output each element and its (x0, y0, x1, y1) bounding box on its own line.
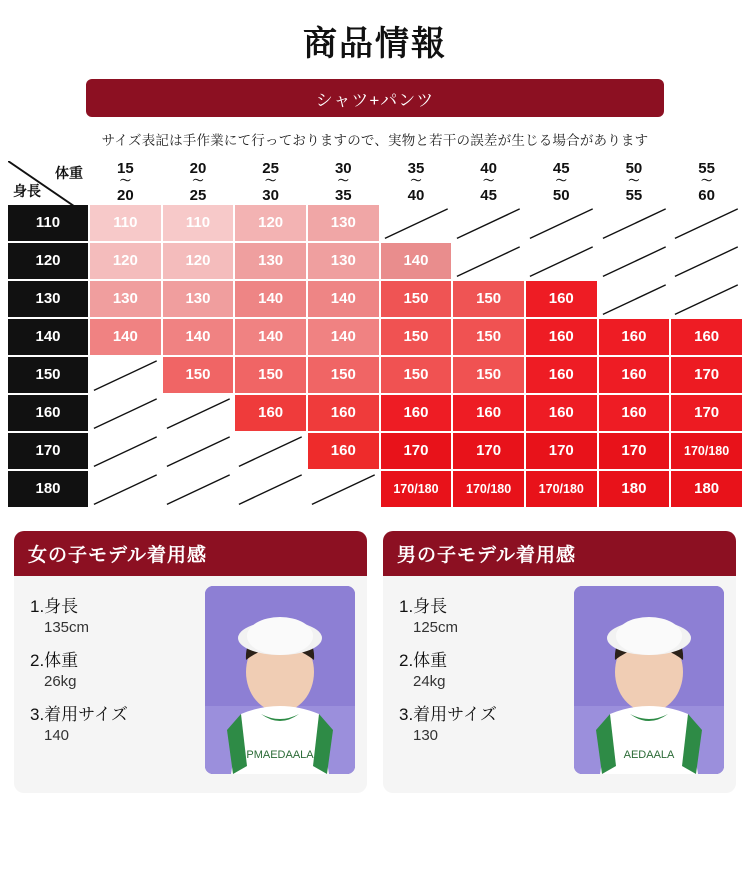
weight-from: 30 (334, 160, 352, 177)
model-spec-label: 1.身長 (30, 596, 79, 616)
size-cell (452, 204, 525, 242)
size-cell (162, 470, 235, 508)
empty-slash-icon (671, 281, 742, 318)
model-spec-item (30, 646, 197, 690)
weight-col-0 (89, 160, 162, 204)
size-cell: 120 (89, 242, 162, 280)
size-cell (234, 470, 307, 508)
size-cell: 150 (452, 280, 525, 318)
height-row-label: 110 (7, 204, 89, 242)
model-spec-value: 26kg (44, 672, 77, 690)
size-cell (162, 394, 235, 432)
size-cell: 160 (380, 394, 453, 432)
table-row (7, 242, 743, 280)
tilde: ～ (337, 175, 349, 188)
size-cell: 170 (452, 432, 525, 470)
size-cell: 140 (307, 318, 380, 356)
size-cell: 170 (670, 356, 743, 394)
model-card (383, 531, 736, 793)
svg-text:AEDAALA: AEDAALA (623, 748, 675, 761)
weight-from: 50 (625, 160, 643, 177)
height-row-label: 130 (7, 280, 89, 318)
size-table-wrap (6, 159, 744, 509)
model-spec-item (30, 592, 197, 636)
size-cell: 180 (670, 470, 743, 508)
empty-slash-icon (381, 205, 452, 242)
empty-slash-icon (671, 243, 742, 280)
size-cell: 160 (598, 318, 671, 356)
empty-slash-icon (453, 243, 524, 280)
size-cell: 160 (525, 318, 598, 356)
table-row (7, 280, 743, 318)
model-card-header: 男の子モデル着用感 (383, 531, 736, 576)
weight-to: 60 (698, 186, 715, 204)
size-cell: 140 (162, 318, 235, 356)
page-title: 商品情報 (303, 24, 447, 64)
model-spec-value: 125cm (413, 618, 459, 636)
size-cell (234, 432, 307, 470)
size-cell (598, 280, 671, 318)
weight-from: 35 (407, 160, 425, 177)
table-row (7, 318, 743, 356)
empty-slash-icon (671, 205, 742, 242)
model-spec-item (399, 700, 566, 744)
weight-col-8 (670, 160, 743, 204)
size-cell (598, 204, 671, 242)
empty-slash-icon (163, 471, 234, 508)
banner-row (0, 79, 750, 117)
size-cell: 160 (525, 356, 598, 394)
size-cell (670, 280, 743, 318)
size-cell: 140 (234, 280, 307, 318)
table-header-row (7, 160, 743, 204)
size-cell (89, 470, 162, 508)
size-cell: 170 (380, 432, 453, 470)
size-cell: 160 (598, 394, 671, 432)
weight-to: 50 (552, 186, 570, 204)
size-cell: 170 (598, 432, 671, 470)
empty-slash-icon (163, 433, 234, 470)
size-cell: 150 (307, 356, 380, 394)
size-cell: 130 (234, 242, 307, 280)
size-cell: 110 (89, 204, 162, 242)
size-disclaimer-note: サイズ表記は手作業にて行っておりますので、実物と若干の誤差が生じる場合があります (101, 133, 649, 148)
tilde: ～ (192, 175, 204, 188)
model-card (14, 531, 367, 793)
svg-text:PMAEDAALA: PMAEDAALA (246, 748, 314, 761)
weight-to: 20 (116, 186, 134, 204)
model-spec-item (399, 646, 566, 690)
size-chart-table (6, 159, 744, 509)
size-cell: 150 (162, 356, 235, 394)
weight-from: 20 (189, 160, 207, 177)
weight-to: 45 (480, 186, 497, 204)
model-spec-label: 1.身長 (399, 596, 448, 616)
weight-to: 25 (189, 186, 207, 204)
model-cards-row (0, 531, 750, 793)
weight-to: 55 (625, 186, 643, 204)
empty-slash-icon (235, 433, 306, 470)
tilde: ～ (555, 175, 567, 188)
model-photo (574, 586, 724, 774)
size-cell (452, 242, 525, 280)
weight-from: 55 (698, 160, 715, 177)
size-cell: 140 (307, 280, 380, 318)
weight-col-7 (598, 160, 671, 204)
corner-weight-label: 体重 (55, 165, 83, 181)
height-row-label: 180 (7, 470, 89, 508)
size-cell: 170/180 (525, 470, 598, 508)
weight-col-3 (307, 160, 380, 204)
weight-to: 30 (262, 186, 279, 204)
empty-slash-icon (235, 471, 306, 508)
empty-slash-icon (599, 281, 670, 318)
weight-from: 25 (262, 160, 279, 177)
empty-slash-icon (453, 205, 524, 242)
size-cell: 120 (162, 242, 235, 280)
size-cell: 180 (598, 470, 671, 508)
weight-from: 45 (552, 160, 570, 177)
size-cell (89, 356, 162, 394)
size-cell: 160 (525, 280, 598, 318)
size-cell: 160 (234, 394, 307, 432)
empty-slash-icon (526, 243, 597, 280)
model-spec-label: 3.着用サイズ (399, 704, 497, 724)
size-cell (380, 204, 453, 242)
size-cell: 150 (380, 356, 453, 394)
corner-height-label: 身長 (13, 182, 41, 199)
model-spec-label: 3.着用サイズ (30, 704, 128, 724)
size-cell: 160 (307, 432, 380, 470)
weight-col-1 (162, 160, 235, 204)
model-card-body (14, 576, 367, 774)
size-cell: 160 (670, 318, 743, 356)
empty-slash-icon (599, 205, 670, 242)
weight-from: 40 (480, 160, 497, 177)
tilde: ～ (701, 175, 713, 188)
size-cell (307, 470, 380, 508)
size-cell (525, 242, 598, 280)
size-cell (670, 242, 743, 280)
empty-slash-icon (163, 395, 234, 432)
empty-slash-icon (90, 395, 161, 432)
height-row-label: 140 (7, 318, 89, 356)
table-row (7, 356, 743, 394)
table-row (7, 204, 743, 242)
empty-slash-icon (90, 433, 161, 470)
empty-slash-icon (308, 471, 379, 508)
size-cell: 150 (380, 318, 453, 356)
size-table-body (7, 204, 743, 508)
empty-slash-icon (526, 205, 597, 242)
size-cell (670, 204, 743, 242)
table-row (7, 470, 743, 508)
size-cell: 170/180 (452, 470, 525, 508)
tilde: ～ (410, 175, 422, 188)
height-row-label: 150 (7, 356, 89, 394)
height-row-label: 160 (7, 394, 89, 432)
model-spec-value: 130 (413, 726, 439, 744)
tilde: ～ (119, 175, 131, 188)
size-cell (598, 242, 671, 280)
weight-col-2 (234, 160, 307, 204)
model-spec-item (30, 700, 197, 744)
tilde: ～ (628, 175, 640, 188)
size-cell: 150 (380, 280, 453, 318)
size-cell: 160 (525, 394, 598, 432)
model-spec-value: 24kg (413, 672, 446, 690)
size-cell: 120 (234, 204, 307, 242)
size-cell: 130 (89, 280, 162, 318)
empty-slash-icon (90, 471, 161, 508)
weight-to: 40 (407, 186, 425, 204)
size-cell (525, 204, 598, 242)
weight-col-5 (452, 160, 525, 204)
product-type-banner: シャツ+パンツ (86, 79, 664, 117)
model-spec-label: 2.体重 (30, 650, 79, 670)
size-cell: 140 (380, 242, 453, 280)
size-cell: 170/180 (380, 470, 453, 508)
size-cell: 130 (307, 242, 380, 280)
size-cell: 160 (307, 394, 380, 432)
size-cell: 150 (452, 356, 525, 394)
model-photo-illustration (574, 586, 724, 774)
size-cell: 170/180 (670, 432, 743, 470)
table-row (7, 432, 743, 470)
size-cell (162, 432, 235, 470)
model-photo (205, 586, 355, 774)
model-spec-item (399, 592, 566, 636)
model-spec-list (30, 586, 197, 774)
empty-slash-icon (90, 357, 161, 394)
size-cell: 150 (234, 356, 307, 394)
size-cell: 130 (162, 280, 235, 318)
size-cell: 160 (452, 394, 525, 432)
size-cell: 170 (525, 432, 598, 470)
height-row-label: 170 (7, 432, 89, 470)
size-cell: 140 (89, 318, 162, 356)
model-spec-value: 135cm (44, 618, 90, 636)
empty-slash-icon (599, 243, 670, 280)
model-spec-list (399, 586, 566, 774)
model-photo-illustration (205, 586, 355, 774)
tilde: ～ (483, 175, 495, 188)
weight-to: 35 (334, 186, 352, 204)
model-card-body (383, 576, 736, 774)
table-corner-cell (7, 160, 89, 204)
weight-col-6 (525, 160, 598, 204)
size-cell: 160 (598, 356, 671, 394)
size-cell: 110 (162, 204, 235, 242)
size-cell: 130 (307, 204, 380, 242)
weight-col-4 (380, 160, 453, 204)
tilde: ～ (265, 175, 277, 188)
model-spec-value: 140 (44, 726, 70, 744)
size-cell (89, 432, 162, 470)
height-row-label: 120 (7, 242, 89, 280)
table-row (7, 394, 743, 432)
weight-from: 15 (116, 160, 134, 177)
model-card-header: 女の子モデル着用感 (14, 531, 367, 576)
size-cell (89, 394, 162, 432)
size-cell: 150 (452, 318, 525, 356)
size-cell: 140 (234, 318, 307, 356)
size-cell: 170 (670, 394, 743, 432)
model-spec-label: 2.体重 (399, 650, 448, 670)
